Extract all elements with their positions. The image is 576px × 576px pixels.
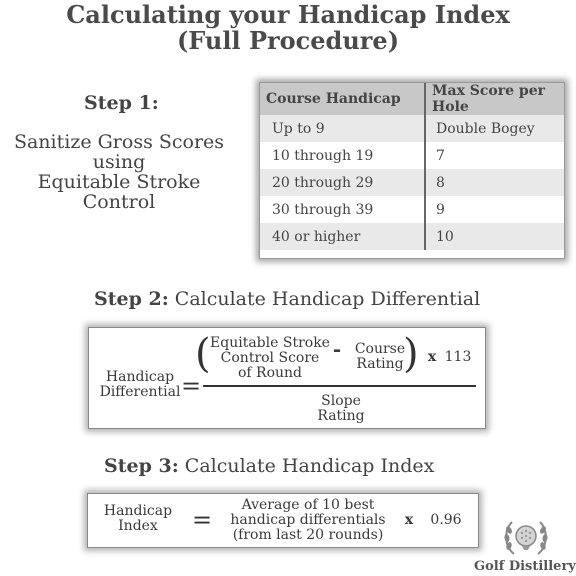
slope-rating-denominator: [301, 394, 381, 424]
formula-text: Index: [118, 518, 158, 534]
multiply-sign: x: [404, 512, 414, 528]
table-header-row: [260, 83, 564, 115]
formula-text: Equitable Stroke: [210, 335, 330, 351]
column-header: Course Handicap: [260, 83, 425, 115]
table-row: [260, 169, 564, 196]
formula-text: Control Score: [220, 350, 320, 366]
multiply-sign: x: [427, 349, 437, 365]
formula-text: Course: [354, 341, 406, 357]
formula-text: Differential: [99, 384, 181, 400]
table-cell: 20 through 29: [260, 169, 425, 196]
step2-label: Step 2:: [94, 288, 169, 310]
differential-lhs: [95, 370, 185, 400]
course-rating-term: [349, 342, 411, 372]
brand-name: Golf Distillery: [474, 559, 576, 574]
index-lhs: [92, 504, 184, 534]
step1-text-line: Equitable Stroke: [37, 171, 201, 193]
index-formula-box: [87, 493, 479, 548]
column-header: Max Score per Hole: [425, 83, 564, 115]
equitable-stroke-term: [207, 336, 333, 381]
factor-value: 113: [444, 349, 472, 365]
step1-description: [8, 132, 230, 212]
fraction-bar: [203, 385, 476, 387]
table-row: [260, 142, 564, 169]
left-parenthesis: (: [195, 331, 211, 377]
step1-label: Step 1:: [84, 92, 159, 114]
differential-formula-box: [88, 327, 486, 429]
page-subtitle: (Full Procedure): [176, 26, 400, 55]
table-cell: Double Bogey: [425, 115, 564, 142]
golf-ball-laurel-icon: [500, 516, 552, 562]
step1-text-line: Control: [82, 191, 156, 213]
table-cell: Up to 9: [260, 115, 425, 142]
average-differentials-term: [218, 498, 398, 543]
equals-sign: =: [181, 372, 202, 400]
formula-text: handicap differentials: [230, 512, 386, 528]
formula-text: Handicap: [105, 369, 175, 385]
step2-description: Calculate Handicap Differential: [174, 288, 481, 310]
table-cell: 7: [436, 147, 445, 164]
table-cell: 10: [425, 223, 564, 250]
table-cell: 9: [436, 201, 445, 218]
formula-text: (from last 20 rounds): [232, 527, 384, 543]
table-row: [260, 115, 564, 142]
step3-heading: [104, 455, 434, 477]
right-parenthesis: ): [403, 331, 419, 377]
step1-text-line: using: [92, 151, 146, 173]
step3-label: Step 3:: [104, 455, 179, 477]
page-title: Calculating your Handicap Index: [66, 0, 510, 29]
minus-sign: -: [332, 337, 342, 361]
equals-sign: =: [192, 506, 213, 534]
table-row: [260, 223, 564, 250]
factor-value: 0.96: [430, 512, 462, 528]
table-cell: 8: [425, 169, 564, 196]
table-cell: 30 through 39: [260, 196, 425, 223]
step3-description: Calculate Handicap Index: [184, 455, 435, 477]
formula-text: Handicap: [103, 503, 173, 519]
step2-heading: [94, 288, 480, 310]
table-row: [260, 196, 564, 223]
step1-text-line: Sanitize Gross Scores: [13, 131, 225, 153]
formula-text: Average of 10 best: [241, 497, 375, 513]
formula-text: Rating: [317, 408, 365, 424]
formula-text: Rating: [356, 356, 404, 372]
equitable-stroke-control-table: [259, 82, 565, 259]
formula-text: Slope: [321, 393, 361, 409]
table-cell: 40 or higher: [260, 223, 425, 250]
formula-text: of Round: [237, 365, 303, 381]
table-cell: 10 through 19: [260, 142, 425, 169]
